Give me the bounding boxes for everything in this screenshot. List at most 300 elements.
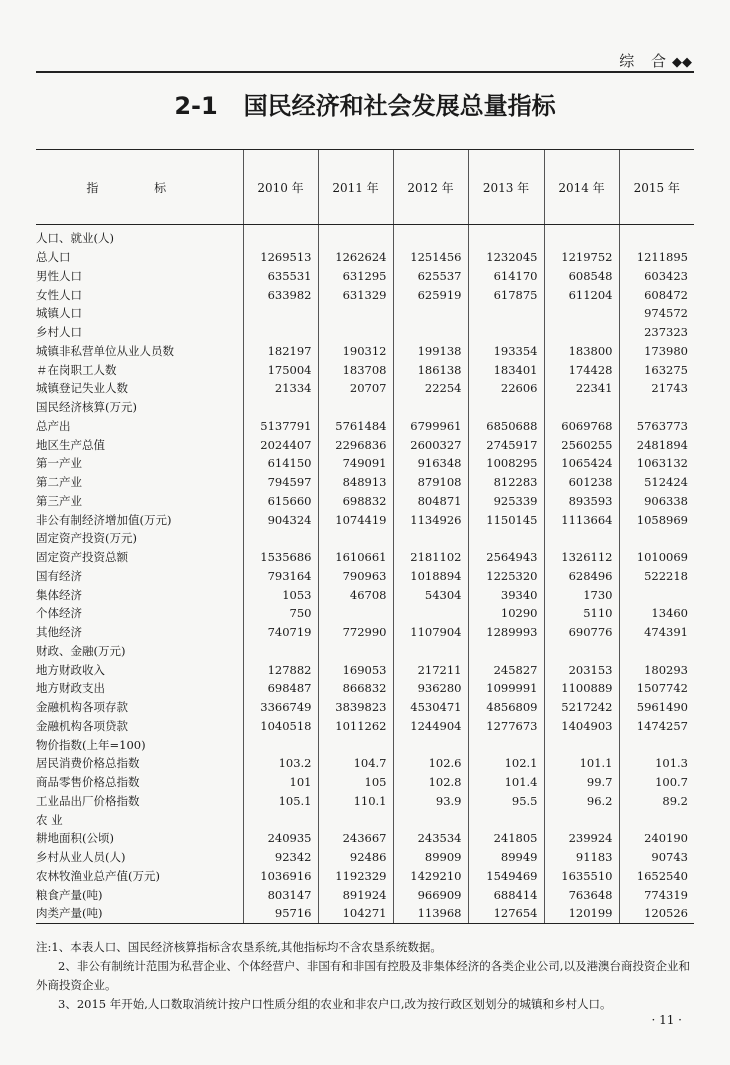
cell-value: 1730 [544,585,619,604]
table-body [36,225,694,924]
row-label: 城镇人口 [36,306,82,321]
cell-value [243,529,318,548]
table-row [36,225,694,248]
cell-value: 13460 [619,604,694,623]
row-label: 金融机构各项存款 [36,700,128,715]
cell-value [619,810,694,829]
cell-value: 173980 [619,342,694,361]
cell-value: 240935 [243,829,318,848]
row-label: 集体经济 [36,587,82,602]
table-row [36,342,694,361]
cell-value: 243534 [393,829,468,848]
cell-value: 104271 [318,904,393,923]
cell-value: 5137791 [243,417,318,436]
table-row [36,754,694,773]
cell-value: 1150145 [468,510,544,529]
cell-value: 91183 [544,848,619,867]
cell-value [318,529,393,548]
row-label: 城镇非私营单位从业人员数 [36,343,174,358]
cell-value: 95.5 [468,792,544,811]
cell-value: 936280 [393,679,468,698]
cell-value: 99.7 [544,773,619,792]
table-row [36,604,694,623]
row-label: 地方财政支出 [36,681,105,696]
cell-value: 1053 [243,585,318,604]
cell-value: 46708 [318,585,393,604]
column-header: 2010 年 [243,150,318,225]
cell-value: 803147 [243,885,318,904]
cell-value: 1610661 [318,548,393,567]
cell-value: 793164 [243,567,318,586]
table-row [36,360,694,379]
diamond-icon: ◆◆ [672,55,692,70]
cell-value: 175004 [243,360,318,379]
row-label: 非公有制经济增加值(万元) [36,512,172,527]
cell-value: 186138 [393,360,468,379]
cell-value: 93.9 [393,792,468,811]
cell-value: 1289993 [468,623,544,642]
table-row [36,904,694,923]
cell-value: 240190 [619,829,694,848]
cell-value: 1269513 [243,248,318,267]
section-label [619,50,692,71]
cell-value: 4530471 [393,698,468,717]
table-row [36,398,694,417]
cell-value [243,735,318,754]
cell-value: 688414 [468,885,544,904]
row-label: 商品零售价格总指数 [36,775,140,790]
cell-value: 1507742 [619,679,694,698]
cell-value: 6850688 [468,417,544,436]
cell-value: 22606 [468,379,544,398]
row-label: 农林牧渔业总产值(万元) [36,868,160,883]
cell-value: 904324 [243,510,318,529]
cell-value: 2024407 [243,435,318,454]
cell-value [243,642,318,661]
cell-value: 608472 [619,285,694,304]
cell-value: 1099991 [468,679,544,698]
cell-value: 203153 [544,660,619,679]
cell-value: 614170 [468,267,544,286]
table-row [36,660,694,679]
table-row [36,323,694,342]
footnotes [36,938,696,1014]
cell-value [468,642,544,661]
cell-value: 1277673 [468,717,544,736]
cell-value [468,735,544,754]
cell-value: 127882 [243,660,318,679]
cell-value: 3839823 [318,698,393,717]
cell-value: 617875 [468,285,544,304]
cell-value: 1429210 [393,867,468,886]
table-row [36,848,694,867]
table-row [36,304,694,323]
cell-value: 182197 [243,342,318,361]
table-row [36,267,694,286]
cell-value: 474391 [619,623,694,642]
cell-value: 95716 [243,904,318,923]
table-row [36,510,694,529]
cell-value: 89949 [468,848,544,867]
table-row [36,529,694,548]
cell-value: 690776 [544,623,619,642]
cell-value [468,304,544,323]
cell-value [318,642,393,661]
cell-value: 698487 [243,679,318,698]
cell-value: 1113664 [544,510,619,529]
cell-value: 20707 [318,379,393,398]
cell-value: 1549469 [468,867,544,886]
cell-value: 102.6 [393,754,468,773]
cell-value [393,225,468,248]
cell-value [318,735,393,754]
cell-value: 89909 [393,848,468,867]
cell-value: 1100889 [544,679,619,698]
cell-value: 1010069 [619,548,694,567]
cell-value: 183401 [468,360,544,379]
cell-value: 1018894 [393,567,468,586]
cell-value: 1404903 [544,717,619,736]
row-label: 国有经济 [36,568,82,583]
cell-value: 812283 [468,473,544,492]
cell-value: 5761484 [318,417,393,436]
row-label: 固定资产投资总额 [36,550,128,565]
cell-value: 1652540 [619,867,694,886]
cell-value: 110.1 [318,792,393,811]
cell-value: 763648 [544,885,619,904]
cell-value: 601238 [544,473,619,492]
cell-value: 2564943 [468,548,544,567]
column-header: 指 标 [36,150,243,225]
cell-value: 2481894 [619,435,694,454]
cell-value: 749091 [318,454,393,473]
table-row [36,285,694,304]
section-name: 综 合 [619,52,672,70]
cell-value: 1211895 [619,248,694,267]
cell-value [318,323,393,342]
cell-value: 10290 [468,604,544,623]
cell-value: 1251456 [393,248,468,267]
cell-value: 92486 [318,848,393,867]
cell-value: 103.2 [243,754,318,773]
cell-value [318,604,393,623]
cell-value: 1040518 [243,717,318,736]
cell-value: 893593 [544,492,619,511]
cell-value [544,735,619,754]
cell-value [544,323,619,342]
cell-value [619,529,694,548]
cell-value: 628496 [544,567,619,586]
table-row [36,717,694,736]
column-header: 2012 年 [393,150,468,225]
table-row [36,435,694,454]
cell-value: 90743 [619,848,694,867]
cell-value: 89.2 [619,792,694,811]
cell-value: 1225320 [468,567,544,586]
cell-value: 1008295 [468,454,544,473]
row-label: 人口、就业(人) [36,231,114,246]
cell-value: 1074419 [318,510,393,529]
column-header: 2014 年 [544,150,619,225]
cell-value: 169053 [318,660,393,679]
row-label: 女性人口 [36,287,82,302]
row-label: 总人口 [36,250,71,265]
cell-value: 127654 [468,904,544,923]
row-label: 肉类产量(吨) [36,904,243,923]
cell-value [544,225,619,248]
cell-value: 2296836 [318,435,393,454]
cell-value: 163275 [619,360,694,379]
table-row [36,492,694,511]
cell-value [318,810,393,829]
cell-value: 2600327 [393,435,468,454]
cell-value: 1244904 [393,717,468,736]
cell-value: 974572 [619,304,694,323]
cell-value [544,398,619,417]
cell-value: 102.8 [393,773,468,792]
cell-value: 5217242 [544,698,619,717]
cell-value [619,585,694,604]
cell-value: 2745917 [468,435,544,454]
cell-value: 750 [243,604,318,623]
cell-value [393,304,468,323]
table-row [36,792,694,811]
cell-value: 101.1 [544,754,619,773]
cell-value: 1134926 [393,510,468,529]
row-label: 第一产业 [36,456,82,471]
row-label: 粮食产量(吨) [36,887,103,902]
cell-value: 1036916 [243,867,318,886]
table-row [36,248,694,267]
table-row [36,548,694,567]
cell-value: 100.7 [619,773,694,792]
row-label: 其他经济 [36,625,82,640]
cell-value: 2181102 [393,548,468,567]
cell-value: 879108 [393,473,468,492]
table-row [36,698,694,717]
table-row [36,379,694,398]
cell-value: 190312 [318,342,393,361]
cell-value: 1474257 [619,717,694,736]
row-label: 个体经济 [36,606,82,621]
cell-value: 4856809 [468,698,544,717]
row-label: 财政、金融(万元) [36,643,126,658]
cell-value [393,398,468,417]
cell-value: 101.3 [619,754,694,773]
table-row [36,417,694,436]
cell-value [544,304,619,323]
cell-value: 104.7 [318,754,393,773]
cell-value: 633982 [243,285,318,304]
cell-value: 1635510 [544,867,619,886]
cell-value [243,304,318,323]
cell-value [393,323,468,342]
cell-value: 790963 [318,567,393,586]
cell-value: 774319 [619,885,694,904]
column-header: 2011 年 [318,150,393,225]
table-row [36,867,694,886]
cell-value: 1192329 [318,867,393,886]
table-row [36,454,694,473]
cell-value: 5763773 [619,417,694,436]
cell-value: 1326112 [544,548,619,567]
row-label: 居民消费价格总指数 [36,756,140,771]
cell-value [619,398,694,417]
cell-value: 183708 [318,360,393,379]
column-header: 2013 年 [468,150,544,225]
cell-value: 1262624 [318,248,393,267]
cell-value: 1058969 [619,510,694,529]
cell-value: 2560255 [544,435,619,454]
cell-value: 120526 [619,904,694,923]
cell-value: 101 [243,773,318,792]
cell-value: 1535686 [243,548,318,567]
row-label: 第三产业 [36,493,82,508]
cell-value: 21743 [619,379,694,398]
cell-value: 5961490 [619,698,694,717]
cell-value: 22254 [393,379,468,398]
footnote: 2、非公有制统计范围为私营企业、个体经营户、非国有和非国有控股及非集体经济的各类企业公司,以及港澳台商投资企业和外商投资企业。 [36,959,690,992]
table-row [36,735,694,754]
row-label: 乡村人口 [36,325,82,340]
cell-value: 848913 [318,473,393,492]
cell-value: 102.1 [468,754,544,773]
cell-value: 1232045 [468,248,544,267]
row-label: 金融机构各项贷款 [36,718,128,733]
cell-value: 631295 [318,267,393,286]
cell-value: 891924 [318,885,393,904]
cell-value: 101.4 [468,773,544,792]
cell-value [619,225,694,248]
row-label: 地方财政收入 [36,662,105,677]
page-number: · 11 · [651,1013,682,1027]
cell-value: 866832 [318,679,393,698]
table-row [36,885,694,904]
cell-value: 180293 [619,660,694,679]
cell-value [318,398,393,417]
table-row [36,829,694,848]
table-row [36,585,694,604]
cell-value: 21334 [243,379,318,398]
footnote: 3、2015 年开始,人口数取消统计按户口性质分组的农业和非农户口,改为按行政区划划分的城镇和乡村人口。 [58,997,612,1011]
table-row [36,773,694,792]
cell-value: 183800 [544,342,619,361]
cell-value: 54304 [393,585,468,604]
cell-value: 603423 [619,267,694,286]
cell-value: 1107904 [393,623,468,642]
cell-value: 113968 [393,904,468,923]
row-label: 农 业 [36,812,63,827]
cell-value: 6799961 [393,417,468,436]
row-label: 固定资产投资(万元) [36,531,137,546]
cell-value: 635531 [243,267,318,286]
cell-value: 1011262 [318,717,393,736]
cell-value: 698832 [318,492,393,511]
cell-value: 241805 [468,829,544,848]
cell-value [468,225,544,248]
cell-value [393,810,468,829]
cell-value: 925339 [468,492,544,511]
cell-value: 611204 [544,285,619,304]
row-label: ＃在岗职工人数 [36,362,117,377]
cell-value: 625919 [393,285,468,304]
cell-value [468,398,544,417]
cell-value: 608548 [544,267,619,286]
cell-value [243,398,318,417]
cell-value: 174428 [544,360,619,379]
cell-value [393,604,468,623]
cell-value: 772990 [318,623,393,642]
cell-value: 6069768 [544,417,619,436]
cell-value [243,810,318,829]
cell-value: 512424 [619,473,694,492]
row-label: 地区生产总值 [36,437,105,452]
cell-value: 1065424 [544,454,619,473]
cell-value [544,529,619,548]
cell-value: 96.2 [544,792,619,811]
cell-value [544,642,619,661]
header-rule [36,71,694,73]
cell-value: 199138 [393,342,468,361]
cell-value: 105 [318,773,393,792]
cell-value: 1219752 [544,248,619,267]
cell-value: 804871 [393,492,468,511]
cell-value [318,304,393,323]
table-number: 2-1 [174,92,218,120]
cell-value [393,642,468,661]
cell-value: 243667 [318,829,393,848]
cell-value [243,323,318,342]
cell-value [544,810,619,829]
table-row [36,623,694,642]
cell-value [468,810,544,829]
cell-value: 625537 [393,267,468,286]
table-row [36,567,694,586]
cell-value: 615660 [243,492,318,511]
cell-value: 631329 [318,285,393,304]
cell-value: 39340 [468,585,544,604]
cell-value: 794597 [243,473,318,492]
indicator-table [36,149,694,924]
table-header-row [36,150,694,225]
row-label: 总产出 [36,418,71,433]
cell-value: 916348 [393,454,468,473]
footnote: 注:1、本表人口、国民经济核算指标含农垦系统,其他指标均不含农垦系统数据。 [36,940,442,954]
row-label: 乡村从业人员(人) [36,850,126,865]
cell-value: 105.1 [243,792,318,811]
cell-value: 906338 [619,492,694,511]
cell-value [393,735,468,754]
column-header: 2015 年 [619,150,694,225]
row-label: 物价指数(上年=100) [36,737,146,752]
row-label: 耕地面积(公顷) [36,831,114,846]
cell-value: 245827 [468,660,544,679]
cell-value [468,323,544,342]
cell-value [619,642,694,661]
table-title: 国民经济和社会发展总量指标 [243,92,556,120]
cell-value: 740719 [243,623,318,642]
cell-value [619,735,694,754]
cell-value: 217211 [393,660,468,679]
cell-value: 1063132 [619,454,694,473]
cell-value: 120199 [544,904,619,923]
row-label: 第二产业 [36,475,82,490]
row-label: 男性人口 [36,268,82,283]
cell-value: 614150 [243,454,318,473]
cell-value: 237323 [619,323,694,342]
table-row [36,679,694,698]
cell-value: 966909 [393,885,468,904]
